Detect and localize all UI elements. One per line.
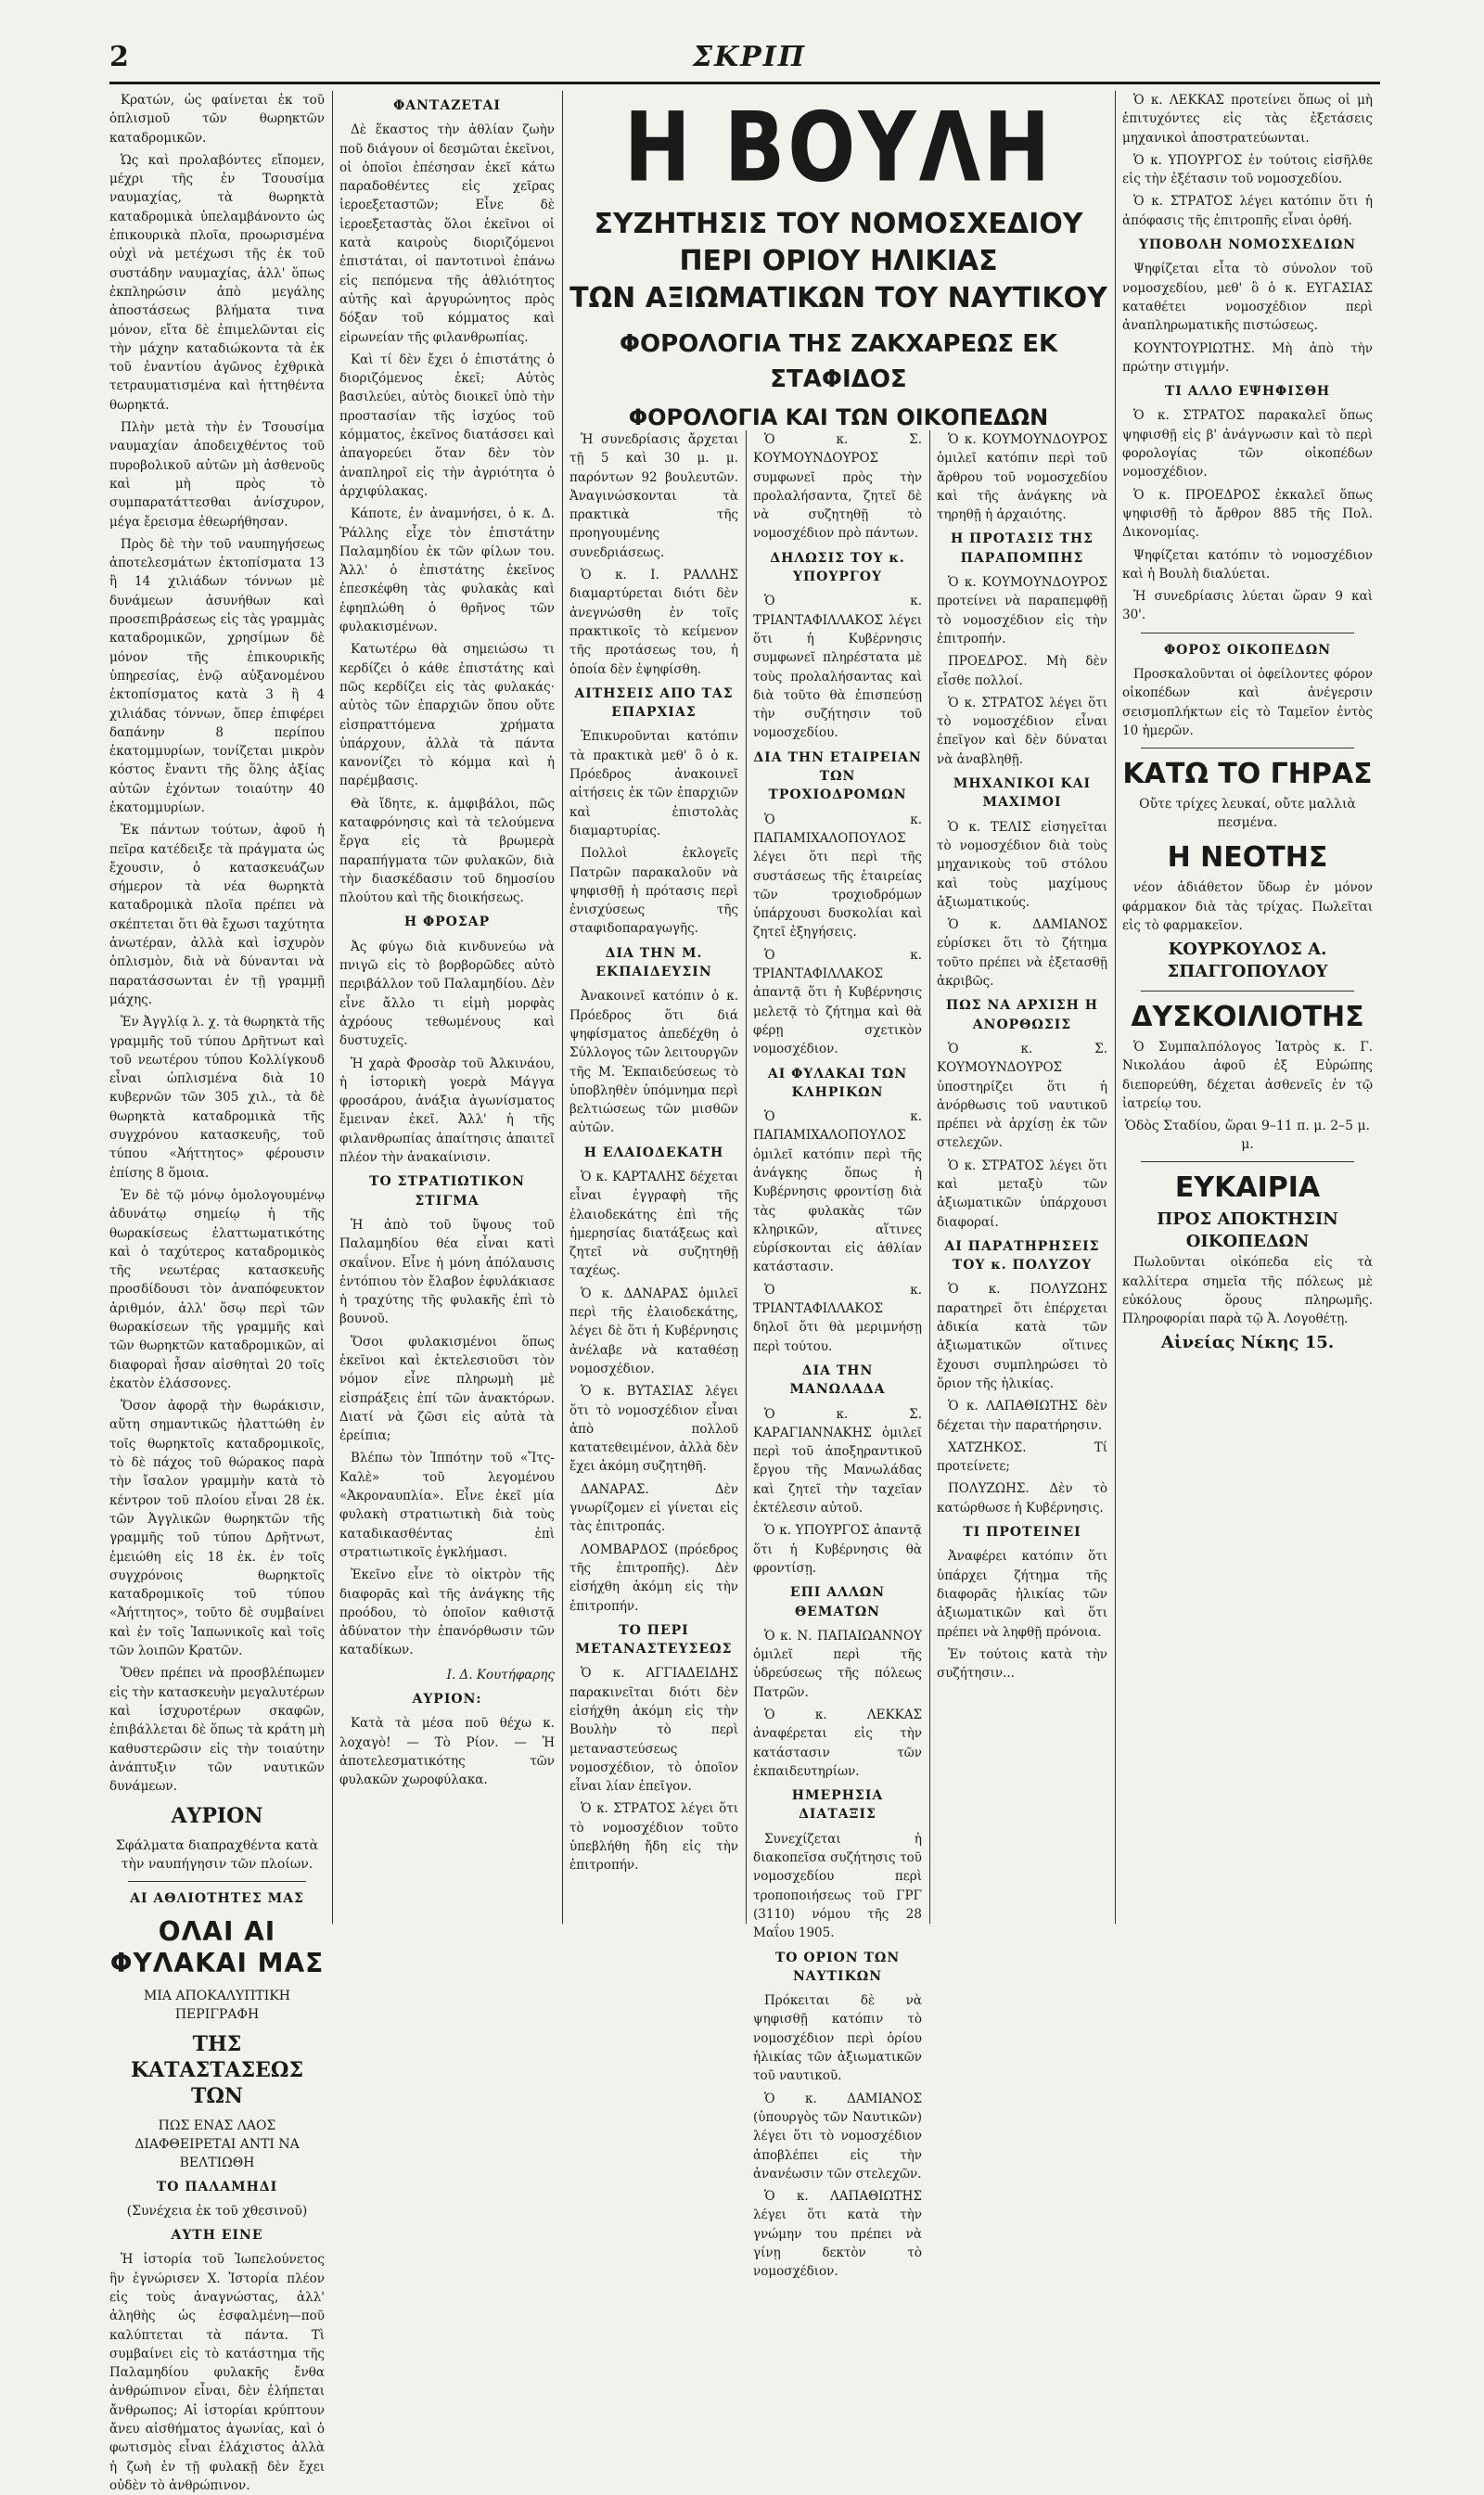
- paragraph: Συνεχίζεται ἡ διακοπεῖσα συζήτησις τοῦ νομοσχεδίου περὶ τροποποιήσεως τοῦ ΓΡΓ (3110) νόμου τῆς 28 Μαΐου 1905.: [753, 1831, 922, 1941]
- paragraph: Κατὰ τὰ μέσα ποῦ θέχω κ. λοχαγὸ! — Τὸ Ρίον. — Ἡ ἀποτελεσματικότης τῶν φυλακῶν χωροφύλακα.: [339, 1716, 555, 1788]
- paragraph: Ὁ κ. ΔΑΜΙΑΝΟΣ εὑρίσκει ὅτι τὸ ζήτημα τοῦτο πρέπει νὰ ἐξετασθῇ ἀκριβῶς.: [937, 917, 1107, 990]
- paragraph: Βλέπω τὸν Ἰππότην τοῦ «Ἴτς-Καλὲ» τοῦ λεγομένου «Ἀκροναυπλία». Εἶνε ἐκεῖ μία φυλακὴ στρατιωτικὴ διὰ τοὺς καταδικασθέντας ἐπὶ στρατιωτικοῖς ἐγκλήμασι.: [339, 1451, 555, 1560]
- paragraph: Ὁ κ. ΛΑΠΑΘΙΩΤΗΣ δὲν δέχεται τὴν παρατήρησιν.: [937, 1399, 1107, 1433]
- paragraph: Ὁ κ. ΛΑΠΑΘΙΩΤΗΣ λέγει ὅτι κατὰ τὴν γνώμην του πρέπει νὰ γίνῃ δεκτὸν τὸ νομοσχέδιον.: [753, 2189, 922, 2280]
- paragraph: Ἐκ πάντων τούτων, ἀφοῦ ἡ πεῖρα κατέδειξε τὰ πράγματα ὡς ἔχουσιν, ὁ κατασκευάζων σήμερον τὰ νέα θωρηκτὰ καταδρομικὰ πλοῖα πρέπει νὰ σκέπτεται ὅτι θὰ ἔχωσι ταχύτητα ἀνωτέραν, ἀλλὰ καὶ ἰσχυρὸν ὁπλισμὸν, διὰ νὰ δύνανται νὰ παρατάσσωνται ἐν τῇ γραμμῇ μάχης.: [109, 823, 325, 1007]
- paragraph: Ὁ κ. Ν. ΠΑΠΑΙΩΑΝΝΟΥ ὁμιλεῖ περὶ τῆς ὑδρεύσεως τῆς πόλεως Πατρῶν.: [753, 1628, 922, 1700]
- paragraph: Ἐπικυροῦνται κατόπιν τὰ πρακτικὰ μεθ' ὃ ὁ κ. Πρόεδρος ἀνακοινεῖ αἰτήσεις ἐκ τῶν ἐπαρχιῶν καὶ ἐπιστολὰς διαμαρτυρίας.: [569, 729, 738, 838]
- paragraph: Ὁ κ. ΔΑΝΑΡΑΣ ὁμιλεῖ περὶ τῆς ἐλαιοδεκάτης, λέγει δὲ ὅτι ἡ Κυβέρνησις ἀνέλαβε νὰ καταθέσῃ νομοσχέδιον.: [569, 1286, 738, 1376]
- paragraph: Ὅσον ἀφορᾷ τὴν θωράκισιν, αὕτη σημαντικῶς ἠλαττώθη ἐν τοῖς θωρηκτοῖς καταδρομικοῖς, τὸ δὲ πάχος τοῦ θώρακος παρὰ τὴν ἴσαλον γραμμὴν κατὰ τὸ κέντρον τοῦ πλοίου εἶναι 28 ἑκ. τῶν Ἀγγλικῶν θωρηκτῶν τῆς γραμμῆς τοῦ τύπου Δρῆτνωτ, ἐμειώθη εἰς 18 ἑκ. ἐν τοῖς συγχρόνοις θωρηκτοῖς καταδρομικοῖς τοῦ τύπου «Ἀήττητος», τοῦτο δὲ συμβαίνει καὶ ἐν τοῖς Ἰαπωνικοῖς καὶ τοῖς τῶν λοιπῶν Κρατῶν.: [109, 1399, 325, 1659]
- paragraph: Ἡ χαρὰ Φροσὰρ τοῦ Ἀλκινάου, ἡ ἱστορικὴ γοερὰ Μάγγα φροσάρου, ἀνάξια ἀγωνίσματος ἔμειναν ἐκεῖ. Ἀλλ' ἡ τῆς φιλανθρωπίας ἀπαίτησις ἀπαιτεῖ πλέον τὴν ἀνακαίνισιν.: [339, 1056, 555, 1166]
- paragraph: Ἡ ἀπὸ τοῦ ὕψους τοῦ Παλαμηδίου θέα εἶναι κατὶ σκαΐνον. Εἶνε ἡ μόνη ἀπόλαυσις ἐντόπιου τὸν ἔλαβον ἐφυλάκιασε ἡ τραχύτης τῆς φυλακῆς ἐπὶ τὸ βουνοῦ.: [339, 1217, 555, 1327]
- paragraph: Ὡς καὶ προλαβόντες εἴπομεν, μέχρι τῆς ἐν Τσουσίμα ναυμαχίας, τὰ θωρηκτὰ καταδρομικὰ ὑπελαμβάνοντο ὡς ἐπικουρικὰ πλοῖα, προωρισμένα οὐχὶ νὰ μετέχωσι τῆς ἐκ τοῦ συστάδην ναυμαχίας, ἀλλ' ὅπως ἐκπληρώσιν ἀπὸ μεγάλης ἀποστάσεως βλήματα τινα μόνον, εἴτα δὲ ἐπιμελῶνται εἰς τὴν μάχην καταδιώκοντα τὰ ἐκ τοῦ ἐναντίου ἀγῶνος ἐχθρικὰ τετραυματισμένα καὶ ἡττηθέντα θωρηκτά.: [109, 152, 325, 413]
- subheading: ΤΟ ΠΑΛΑΜΗΔΙ: [156, 2179, 278, 2194]
- series-heading: ΑΙ ΑΘΛΙΟΤΗΤΕΣ ΜΑΣ: [130, 1891, 304, 1907]
- ad-brand: Η ΝΕΟΤΗΣ: [1167, 841, 1328, 875]
- paragraph: Ἐν τούτοις κατὰ τὴν συζήτησιν...: [937, 1646, 1107, 1682]
- section-heading: ΔΙΑ ΤΗΝ ΜΑΝΩΛΑΔΑ: [789, 1363, 886, 1398]
- paragraph: Ὁ κ. ΛΕΚΚΑΣ ἀναφέρεται εἰς τὴν κατάστασιν τῶν ἐκπαιδευτηρίων.: [753, 1708, 922, 1779]
- subheading: ΜΙΑ ΑΠΟΚΑΛΥΠΤΙΚΗ ΠΕΡΙΓΡΑΦΗ: [144, 1988, 290, 2022]
- column-2: [339, 91, 555, 1924]
- section-heading: ΤΙ ΑΛΛΟ ΕΨΗΦΙΣΘΗ: [1164, 384, 1331, 400]
- paragraph: ΠΟΛΥΖΩΗΣ. Δὲν τὸ κατώρθωσε ἡ Κυβέρνησις.: [937, 1481, 1107, 1516]
- main-headline: Η ΒΟΥΛΗ: [623, 92, 1054, 204]
- section-heading: Η ΦΡΟΣΑΡ: [403, 915, 491, 930]
- headline-line: ΤΩΝ ΑΞΙΩΜΑΤΙΚΩΝ ΤΟΥ ΝΑΥΤΙΚΟΥ: [569, 282, 1107, 314]
- column-5: [937, 430, 1107, 1924]
- paragraph: Ὁ κ. ΥΠΟΥΡΓΟΣ ἐν τούτοις εἰσῆλθε εἰς τὴν ἐξέτασιν τοῦ νομοσχεδίου.: [1122, 152, 1373, 187]
- paragraph: Ἐν δὲ τῷ μόνῳ ὁμολογουμένῳ ἀδυνάτῳ σημείῳ ἡ τῆς θωρακίσεως ἐλαττωματικότης καὶ ὁ ταχύτερος καταδρομικὸς τῆς νεωτέρας κατασκευῆς προσδίδουσι τὸν ἀναπόφευκτον ἀριθμόν, ἀλλ' ὅσῳ περὶ τῶν θωρακίσεων τῆς γραμμῆς καὶ τῶν θωρηκτῶν καταδρομικῶν, αἱ διαφοραὶ ἦσαν αἰσθηταὶ 20 τοῖς ἑκατὸν ἐλάσσονες.: [109, 1187, 325, 1391]
- section-heading: ΑΙ ΦΥΛΑΚΑΙ ΤΩΝ ΚΛΗΡΙΚΩΝ: [767, 1066, 908, 1100]
- section-heading: ΕΠΙ ΑΛΛΩΝ ΘΕΜΑΤΩΝ: [789, 1585, 886, 1619]
- divider: [128, 1881, 306, 1882]
- paragraph: Ὁ κ. Σ. ΚΑΡΑΓΙΑΝΝΑΚΗΣ ὁμιλεῖ περὶ τοῦ ἀποξηραντικοῦ ἔργου τῆς Μανωλάδας καὶ ζητεῖ τὴν ταχεῖαν ἐκτέλεσιν αὐτοῦ.: [753, 1406, 922, 1516]
- subheading: ΤΗΣ ΚΑΤΑΣΤΑΣΕΩΣ ΤΩΝ: [130, 2031, 304, 2108]
- paragraph: Ὁ κ. Ι. ΡΑΛΛΗΣ διαμαρτύρεται διότι δὲν ἀνεγνώσθη ἐν τοῖς πρακτικοῖς τὸ κείμενον τῆς προτάσεως του, ἡ ὁποία δὲν ἐψηφίσθη.: [569, 568, 738, 677]
- newspaper-page: [109, 41, 1380, 2493]
- section-heading: ΤΙ ΠΡΟΤΕΙΝΕΙ: [963, 1525, 1081, 1541]
- paragraph: Ὁ κ. ΚΑΡΤΑΛΗΣ δέχεται εἶναι ἐγγραφὴ τῆς ἐλαιοδεκάτης ἐπὶ τῆς ἡμερησίας διατάξεως καὶ ζητεῖ νὰ συζητηθῇ ταχέως.: [569, 1169, 738, 1279]
- paragraph: Πολλοὶ ἐκλογεῖς Πατρῶν παρακαλοῦν νὰ ψηφισθῇ ἡ πρότασις περὶ ἐνισχύσεως τῆς σταφιδοπαραγωγῆς.: [569, 846, 738, 937]
- divider: [1141, 991, 1354, 992]
- ad-contact: ΚΟΥΡΚΟΥΛΟΣ Α. ΣΠΑΓΓΟΠΟΥΛΟΥ: [1167, 940, 1328, 982]
- section-heading: Η ΠΡΟΤΑΣΙΣ ΤΗΣ ΠΑΡΑΠΟΜΠΗΣ: [950, 531, 1094, 566]
- subheading: ΑΥΤΗ ΕΙΝΕ: [171, 2228, 263, 2244]
- section-heading: ΑΙΤΗΣΕΙΣ ΑΠΟ ΤΑΣ ΕΠΑΡΧΙΑΣ: [574, 685, 734, 721]
- column-rule: [746, 430, 747, 1924]
- paragraph: Ὅσοι φυλακισμένοι ὅπως ἐκεῖνοι καὶ ἐκτελεσιοῦσι τὸν νόμον εἶνε πληρωμὴ μὲ εἰσπράξεις ἐπί τῶν ἀνακτόρων. Διατί νὰ ζῶσι εἰς αὐτὰ τὰ ἐρείπια;: [339, 1334, 555, 1444]
- paragraph: Ὁ κ. ΚΟΥΜΟΥΝΔΟΥΡΟΣ ὁμιλεῖ κατόπιν περὶ τοῦ ἄρθρου τοῦ νομοσχεδίου καὶ τῆς ἀνάγκης νὰ τηρηθῇ ἡ ἀρχαιότης.: [937, 432, 1107, 523]
- section-heading: ΑΥΡΙΟΝ:: [412, 1692, 482, 1708]
- paragraph: Ψηφίζεται εἶτα τὸ σύνολον τοῦ νομοσχεδίου, μεθ' ὃ ὁ κ. ΕΥΓΑΣΙΑΣ καταθέτει νομοσχέδιον περὶ ἀναπληρωματικῆς πιστώσεως.: [1122, 262, 1373, 334]
- paragraph: Ὁ κ. ΠΡΟΕΔΡΟΣ ἐκκαλεῖ ὅπως ψηφισθῇ τὸ ἄρθρον 885 τῆς Πολ. Δικονομίας.: [1122, 487, 1373, 541]
- column-6: [1122, 91, 1373, 1924]
- paragraph: Ὁ κ. ΔΑΜΙΑΝΟΣ (ὑπουργὸς τῶν Ναυτικῶν) λέγει ὅτι τὸ νομοσχέδιον ἀποβλέπει εἰς τὴν ἀνανέωσιν τῶν στελεχῶν.: [753, 2091, 922, 2182]
- author-signature: Ι. Δ. Κουτήφαρης: [446, 1667, 555, 1683]
- section-heading: ΑΙ ΠΑΡΑΤΗΡΗΣΕΙΣ ΤΟΥ κ. ΠΟΛΥΖΟΥ: [944, 1238, 1100, 1273]
- paragraph: Ἐν Ἀγγλίᾳ λ. χ. τὰ θωρηκτὰ τῆς γραμμῆς τοῦ τύπου Δρῆτνωτ καὶ τοῦ νεωτέρου τύπου Κολλίγκουδ εἶναι ὡπλισμένα διὰ 10 κυβερνῶν τῶν 305 χιλ., τὰ δὲ θωρηκτὰ καταδρομικὰ τῆς συγχρόνου κατασκευῆς, τοῦ τύπου «Ἀήττητος» φέρουσιν ἐπίσης 8 ὅμοια.: [109, 1015, 325, 1181]
- paragraph: Ἀς φύγω διὰ κινδυνεύω νὰ πνιγῶ εἰς τὸ βορβορῶδες αὐτὸ περιβάλλον τοῦ Παλαμηδίου. Δὲν εἶνε ἄλλο τι εἰμὴ μορφὰς ἀχρόους τεθωμένους καὶ δυστυχεῖς.: [339, 939, 555, 1049]
- paragraph: Δὲ ἕκαστος τὴν ἀθλίαν ζωὴν ποῦ διάγουν οἱ δεσμῶται ἐκεῖνοι, οἱ ὁποῖοι ἐπέσησαν ἐκεῖ κάτω παραδοθέντες εἰς χεῖρας ἱεροεξεταστῶν; Εἶνε δὲ ἱεροεξεταστὰς ὅλοι ἐκεῖνοι οἱ κατὰ καιροὺς διοριζόμενοι ἐπιστάται, οἱ παντοτινοὶ ἐπάνω εἰς πεπόμενα τῆς ἀθλιότητος αὐτῆς καὶ ἀργυρώνητος πρὸς δόξαν τοῦ κόμματος καὶ εἰρωνείαν τῆς φιλανθρωπίας.: [339, 122, 555, 345]
- column-4: [753, 430, 922, 2280]
- paragraph: Ψηφίζεται κατόπιν τὸ νομοσχέδιον καὶ ἡ Βουλὴ διαλύεται.: [1122, 547, 1373, 582]
- paragraph: Ὁ κ. Σ. ΚΟΥΜΟΥΝΔΟΥΡΟΣ συμφωνεῖ πρὸς τὴν προλαλήσαντα, ζητεῖ δὲ νὰ συζητηθῇ τὸ νομοσχέδιον πρὸ πάντων.: [753, 432, 922, 542]
- column-rule: [332, 91, 333, 1924]
- ad-headline: ΕΥΚΑΙΡΙΑ: [1174, 1171, 1321, 1205]
- ad-text: νέον ἀδιάθετον ὕδωρ ἐν μόνον φάρμακον διὰ τὰς τρίχας. Πωλεῖται εἰς τὸ φαρμακεῖον.: [1122, 880, 1373, 933]
- section-heading: ΦΟΡΟΣ ΟΙΚΟΠΕΔΩΝ: [1163, 642, 1331, 658]
- section-heading: ΔΗΛΩΣΙΣ ΤΟΥ κ. ΥΠΟΥΡΓΟΥ: [770, 550, 905, 585]
- paragraph: Κατωτέρω θὰ σημειώσω τι κερδίζει ὁ κάθε ἐπιστάτης καὶ πῶς κερδίζει εἰς τὰς φυλακάς· αὐτὸς τῶν ἐπαρχιῶν ὅπου οὔτε εἰσπραττόμενα χρήματα ὑπάρχουν, ἀλλὰ τὰ πάντα κανονίζει τὸ κόμμα καὶ ἡ παρέμβασις.: [339, 642, 555, 789]
- page-number: 2: [109, 41, 129, 73]
- paragraph: Ὁ κ. ΣΤΡΑΤΟΣ παρακαλεῖ ὅπως ψηφισθῇ εἰς β' ἀνάγνωσιν καὶ τὸ περὶ φορολογίας τῶν οἰκοπέδων νομοσχέδιον.: [1122, 408, 1373, 480]
- headline-line: ΦΟΡΟΛΟΓΙΑ ΚΑΙ ΤΩΝ ΟΙΚΟΠΕΔΩΝ: [628, 404, 1049, 430]
- subheading: (Συνέχεια ἐκ τοῦ χθεσινοῦ): [126, 2204, 308, 2220]
- paragraph: Ὁ κ. ΠΑΠΑΜΙΧΑΛΟΠΟΥΛΟΣ ὁμιλεῖ κατόπιν περὶ τῆς ἀνάγκης ὅπως ἡ Κυβέρνησις φροντίσῃ διὰ τὰς φυλακὰς τῶν κληρικῶν, αἵτινες εὑρίσκονται εἰς ἀθλίαν κατάστασιν.: [753, 1109, 922, 1275]
- main-headline-block: [569, 92, 1107, 434]
- paragraph: Ὁ κ. ΥΠΟΥΡΓΟΣ ἀπαντᾷ ὅτι ἡ Κυβέρνησις θὰ φροντίσῃ.: [753, 1523, 922, 1576]
- paragraph: Πλὴν μετὰ τὴν ἐν Τσουσίμα ναυμαχίαν ἀποδειχθέντος τοῦ πυροβολικοῦ αὐτῶν μὴ ἀσθενοῦς καὶ μὴ πρὸς τὸ συμπαρατάττεσθαι ἀνίσχυρον, μέγα ἔρεισμα ἐθεωρήθησαν.: [109, 420, 325, 530]
- ad-text: Πωλοῦνται οἰκόπεδα εἰς τὰ καλλίτερα σημεῖα τῆς πόλεως μὲ εὐκόλους ὅρους πληρωμῆς. Πληροφορίαι παρὰ τῷ Ἀ. Λογοθέτῃ.: [1122, 1255, 1373, 1327]
- paragraph: Ὁ κ. ΤΕΛΙΣ εἰσηγεῖται τὸ νομοσχέδιον διὰ τοὺς μηχανικοὺς τοῦ στόλου καὶ τοὺς μαχίμους ἀξιωματικούς.: [937, 819, 1107, 910]
- column-rule: [929, 430, 930, 1924]
- paragraph: Ὁ κ. ΣΤΡΑΤΟΣ λέγει ὅτι τὸ νομοσχέδιον τοῦτο ὑπεβλήθη ἤδη εἰς τὴν ἐπιτροπήν.: [569, 1801, 738, 1874]
- paragraph: ΧΑΤΖΗΚΟΣ. Τί προτείνετε;: [937, 1439, 1107, 1475]
- column-rule: [1115, 91, 1116, 1924]
- headline: ΟΛΑΙ ΑΙ ΦΥΛΑΚΑΙ ΜΑΣ: [109, 1915, 325, 1978]
- paragraph: Κάποτε, ἐν ἀναμνήσει, ὁ κ. Δ. Ῥάλλης εἶχε τὸν ἐπιστάτην Παλαμηδίου ἐκ τῶν φίλων του. Ἀλλ' ὁ ἐπιστάτης ἐκεῖνος ἐπεσκέφθη τὰς φυλακὰς καὶ ἐφηπλώθη ὁ θρῆνος τῶν φυλακισμένων.: [339, 506, 555, 635]
- paragraph: Προσκαλοῦνται οἱ ὀφείλοντες φόρον οἰκοπέδων καὶ ἀνέγερσιν σεισμοπλήκτων εἰς τὸ Ταμεῖον ἐντὸς 10 ἡμερῶν.: [1122, 667, 1373, 738]
- paragraph: Ὁ κ. ΤΡΙΑΝΤΑΦΙΛΛΑΚΟΣ δηλοῖ ὅτι θὰ μεριμνήσῃ περὶ τούτου.: [753, 1282, 922, 1354]
- paragraph: Ἡ συνεδρίασις ἄρχεται τῇ 5 καὶ 30 μ. μ. παρόντων 92 βουλευτῶν. Ἀναγινώσκονται τὰ πρακτικὰ τῆς προηγουμένης συνεδριάσεως.: [569, 432, 738, 560]
- section-heading: ΤΟ ΠΕΡΙ ΜΕΤΑΝΑΣΤΕΥΣΕΩΣ: [575, 1622, 733, 1657]
- paragraph: ΛΟΜΒΑΡΔΟΣ (πρόεδρος τῆς ἐπιτροπῆς). Δὲν εἰσήχθη ἀκόμη εἰς τὴν ἐπιτροπήν.: [569, 1542, 738, 1614]
- paragraph: Ἀναφέρει κατόπιν ὅτι ὑπάρχει ζήτημα τῆς διαφορᾶς ἡλικίας τῶν ἀξιωματικῶν καὶ ὅτι πρέπει νὰ ληφθῇ πρόνοια.: [937, 1549, 1107, 1640]
- paragraph: Ὁ κ. ΠΟΛΥΖΩΗΣ παρατηρεῖ ὅτι ἐπέρχεται ἀδικία κατὰ τῶν ἀξιωματικῶν οἵτινες ἔχουσι συμπληρώσει τὸ ὅριον τῆς ἡλικίας.: [937, 1282, 1107, 1391]
- section-heading: ΔΙΑ ΤΗΝ Μ. ΕΚΠΑΙΔΕΥΣΙΝ: [595, 945, 712, 980]
- headline-line: ΣΥΖΗΤΗΣΙΣ ΤΟΥ ΝΟΜΟΣΧΕΔΙΟΥ ΠΕΡΙ ΟΡΙΟΥ ΗΛΙΚΙΑΣ: [594, 208, 1083, 277]
- paragraph: Ἡ ἱστορία τοῦ Ἰωπελούνετος ἣν ἐγνώρισεν Χ. Ἰστορία πλέον εἰς τοὺς ἀναγνώστας, ἀλλ' ἀληθὴς ὡς ἐσφαλμένη—ποῦ καλύπτεται τὰ πάντα. Τὶ συμβαίνει εἰς τὸ κατάστημα τῆς Παλαμηδίου φυλακῆς ἔνθα ἀνθρώπινον εἶναι, δὲν ἐλήπεται ἄνθρωπος; Αἱ ἱστορίαι κρύπτουν ἄνευ αἰσθήματος ἀγωνίας, καὶ ὁ φωτισμὸς εἶναι ἐλάχιστος ἀλλὰ ἡ ζωὴ ἐν τῇ φυλακῇ δὲν ἔχει οὐδὲν τὸ ἀνθρώπινον.: [109, 2252, 325, 2493]
- section-heading: ΥΠΟΒΟΛΗ ΝΟΜΟΣΧΕΔΙΩΝ: [1138, 237, 1357, 253]
- column-rule: [562, 91, 563, 1924]
- paragraph: Θὰ ἴδητε, κ. ἀμφιβάλοι, πῶς καταφρόνησις καὶ τὰ τελούμενα ἔργα εἰς τὰ βρωμερὰ παραπήγματα τῶν φυλακῶν, διὰ τὴν διασκέδασιν τοῦ δημοσίου πλούτου καὶ τῆς διοικήσεως.: [339, 796, 555, 906]
- paragraph: Πρόκειται δὲ νὰ ψηφισθῇ κατόπιν τὸ νομοσχέδιον περὶ ὁρίου ἡλικίας τῶν ἀξιωματικῶν τοῦ ναυτικοῦ.: [753, 1993, 922, 2084]
- headline-line: ΦΟΡΟΛΟΓΙΑ ΤΗΣ ΖΑΚΧΑΡΕΩΣ ΕΚ ΣΤΑΦΙΔΟΣ: [619, 330, 1058, 393]
- ad-subheading: Οὔτε τρίχες λευκαί, οὔτε μαλλιὰ πεσμένα.: [1139, 797, 1356, 831]
- paragraph: Ὅθεν πρέπει νὰ προσβλέπωμεν εἰς τὴν κατασκευὴν μεγαλυτέρων καὶ ἰσχυροτέρων σκαφῶν, ἐπιβάλλεται δὲ ὅπως τὰ κράτη μὴ καθυστερῶσιν εἰς τὴν τοιαύτην ἀνάπτυξιν τῶν ναυτικῶν δυνάμεων.: [109, 1666, 325, 1795]
- ad-contact: Ὁδὸς Σταδίου, ὥραι 9–11 π. μ. 2–5 μ. μ.: [1124, 1119, 1371, 1153]
- ad-subheading: ΠΡΟΣ ΑΠΟΚΤΗΣΙΝ ΟΙΚΟΠΕΔΩΝ: [1157, 1209, 1338, 1252]
- section-heading: ΤΟ ΟΡΙΟΝ ΤΩΝ ΝΑΥΤΙΚΩΝ: [774, 1950, 901, 1984]
- section-heading: ΑΥΡΙΟΝ: [171, 1804, 263, 1829]
- subheading: Σφάλματα διαπραχθέντα κατὰ τὴν ναυπήγησιν τῶν πλοίων.: [115, 1838, 319, 1873]
- paragraph: Ὁ κ. ΤΡΙΑΝΤΑΦΙΛΛΑΚΟΣ ἀπαντᾷ ὅτι ἡ Κυβέρνησις μελετᾷ τὸ ζήτημα καὶ θὰ φέρῃ σχετικὸν νομοσχέδιον.: [753, 947, 922, 1057]
- newspaper-name: ΣΚΡΙΠ: [692, 41, 807, 73]
- paragraph: Κρατών, ὡς φαίνεται ἐκ τοῦ ὁπλισμοῦ τῶν θωρηκτῶν καταδρομικῶν.: [109, 93, 325, 146]
- paragraph: Ὁ κ. ΣΤΡΑΤΟΣ λέγει κατόπιν ὅτι ἡ ἀπόφασις τῆς ἐπιτροπῆς εἶναι ὀρθή.: [1122, 194, 1373, 228]
- section-heading: ΗΜΕΡΗΣΙΑ ΔΙΑΤΑΞΙΣ: [791, 1788, 884, 1823]
- ad-contact: Αἰνείας Νίκης 15.: [1160, 1333, 1335, 1353]
- section-heading: ΦΑΝΤΑΖΕΤΑΙ: [393, 98, 501, 113]
- ad-headline: ΚΑΤΩ ΤΟ ΓΗΡΑΣ: [1122, 758, 1373, 791]
- ad-headline: ΔΥΣΚΟΙΛΙΟΤΗΣ: [1131, 1001, 1364, 1034]
- header-rule: [109, 82, 1380, 84]
- paragraph: Ὁ κ. ΛΕΚΚΑΣ προτείνει ὅπως οἱ μὴ ἐπιτυχόντες εἰς τὰς ἐξετάσεις μηχανικοὶ ἀποστρατεύωνται.: [1122, 93, 1373, 146]
- paragraph: Ἡ συνεδρίασις λύεται ὥραν 9 καὶ 30'.: [1122, 589, 1373, 623]
- paragraph: Ὁ κ. ΣΤΡΑΤΟΣ λέγει ὅτι τὸ νομοσχέδιον εἶναι ἐπεῖγον καὶ δὲν δύναται νὰ ἀναβληθῇ.: [937, 695, 1107, 767]
- ad-text: Ὁ Συμπαλπόλογος Ἰατρὸς κ. Γ. Νικολάου ἀφοῦ ἐξ Εὐρώπης διεπορεύθη, δέχεται ἀσθενεῖς ἐν τῷ ἰατρείῳ του.: [1122, 1040, 1373, 1111]
- section-heading: ΔΙΑ ΤΗΝ ΕΤΑΙΡΕΙΑΝ ΤΩΝ ΤΡΟΧΙΟΔΡΟΜΩΝ: [753, 749, 922, 803]
- paragraph: Ὁ κ. ΣΤΡΑΤΟΣ λέγει ὅτι καὶ μεταξὺ τῶν ἀξιωματικῶν ὑπάρχουσι διαφοραί.: [937, 1158, 1107, 1230]
- paragraph: Πρὸς δὲ τὴν τοῦ ναυπηγήσεως ἀποτελεσμάτων ἐκτοπίσματα 13 ἢ 14 χιλιάδων τόννων μὲ δυνάμεων ἀσυνήθων καὶ προσεπιβράσεως εἰς τὰς γραμμὰς καταδρομικῶν, χρησίμων δὲ μόνον τῆς ἐπικουρικῆς ὑπηρεσίας, ἐνῷ αὐξανομένου ἐκτοπίσματος κατὰ 3 ἢ 4 χιλιάδας τόννων, ὅπερ ἐπιφέρει δαπάνην 8 περίπου ἑκατομμυρίων, τονίζεται μικρὸν κόστος ἔναντι τῆς ὅλης ἀξίας αὐτῶν ἐχόντων τοιαύτην 40 ἑκατομμυρίων.: [109, 536, 325, 815]
- paragraph: Ὁ κ. ΠΑΠΑΜΙΧΑΛΟΠΟΥΛΟΣ λέγει ὅτι περὶ τῆς συστάσεως τῆς ἑταιρείας τῶν τροχιοδρόμων ὑπάρχουσι δυσκολίαι καὶ ζητεῖ ἐξηγήσεις.: [753, 812, 922, 940]
- section-heading: ΠΩΣ ΝΑ ΑΡΧΙΣΗ Η ΑΝΟΡΘΩΣΙΣ: [945, 998, 1099, 1032]
- paragraph: Ὁ κ. ΒΥΤΑΣΙΑΣ λέγει ὅτι τὸ νομοσχέδιον εἶναι ἀπὸ πολλοῦ κατατεθειμένον, ἀλλὰ δὲν ἔχει ἀκόμη συζητηθῆ.: [569, 1384, 738, 1475]
- paragraph: Ἐκεῖνο εἶνε τὸ οἰκτρὸν τῆς διαφορᾶς καὶ τῆς ἀνάγκης τῆς προόδου, τὸ ὁποῖον καθιστᾷ ἀδύνατον τὴν ἐπανόρθωσιν τῶν καταδίκων.: [339, 1567, 555, 1658]
- paragraph: Ὁ κ. ΑΓΓΙΑΔΕΙΔΗΣ παρακινεῖται διότι δὲν εἰσήχθη ἀκόμη εἰς τὴν Βουλὴν τὸ περὶ μεταναστεύσεως νομοσχέδιον, τὸ ὁποῖον εἶναι λίαν ἐπεῖγον.: [569, 1666, 738, 1795]
- paragraph: Ἀνακοινεῖ κατόπιν ὁ κ. Πρόεδρος ὅτι διά ψηφίσματος ἀπεδέχθη ὁ Σύλλογος τῶν λειτουργῶν τῆς Μ. Ἐκπαιδεύσεως τὸ ὑποβληθὲν ὑπόμνημα περὶ βελτιώσεως τῶν μισθῶν αὐτῶν.: [569, 989, 738, 1136]
- paragraph: Καὶ τί δὲν ἔχει ὁ ἐπιστάτης ὁ διοριζόμενος ἐκεῖ; Αὐτὸς βασιλεύει, αὐτὸς διοικεῖ ὑπὸ τὴν προστασίαν τῆς ἰσχύος τοῦ κόμματος, ἐκεῖνος διατάσσει καὶ ἀπαγορεύει ὅταν δὲν τὸν ἀναπληροῖ εἰς τὴν ἀγριότητα ὁ ἀρχιφύλακας.: [339, 352, 555, 499]
- divider: [1141, 1161, 1354, 1162]
- column-1: [109, 91, 325, 2493]
- paragraph: Ὁ κ. ΤΡΙΑΝΤΑΦΙΛΛΑΚΟΣ λέγει ὅτι ἡ Κυβέρνησις συμφωνεῖ πληρέστατα μὲ τοὺς προλαλήσαντας καὶ διὰ τοῦτο θὰ ἐπισπεύσῃ τὴν συζήτησιν τοῦ νομοσχεδίου.: [753, 594, 922, 741]
- section-heading: Η ΕΛΑΙΟΔΕΚΑΤΗ: [583, 1145, 724, 1160]
- paragraph: ΠΡΟΕΔΡΟΣ. Μὴ δὲν εἶσθε πολλοί.: [937, 654, 1107, 688]
- paragraph: ΚΟΥΝΤΟΥΡΙΩΤΗΣ. Μὴ ἀπὸ τὴν πρώτην στιγμήν.: [1122, 340, 1373, 375]
- paragraph: Ὁ κ. Σ. ΚΟΥΜΟΥΝΔΟΥΡΟΣ ὑποστηρίζει ὅτι ἡ ἀνόρθωσις τοῦ ναυτικοῦ πρέπει νὰ ἀρχίσῃ ἐκ τῶν στελεχῶν.: [937, 1041, 1107, 1151]
- column-3: [569, 430, 738, 1924]
- paragraph: Ὁ κ. ΚΟΥΜΟΥΝΔΟΥΡΟΣ προτείνει νὰ παραπεμφθῇ τὸ νομοσχέδιον εἰς τὴν ἐπιτροπήν.: [937, 575, 1107, 646]
- paragraph: ΔΑΝΑΡΑΣ. Δὲν γνωρίζομεν εἰ γίνεται εἰς τὰς ἐπιτροπάς.: [569, 1481, 738, 1535]
- section-heading: ΤΟ ΣΤΡΑΤΙΩΤΙΚΟΝ ΣΤΙΓΜΑ: [369, 1174, 525, 1209]
- section-heading: ΜΗΧΑΝΙΚΟΙ ΚΑΙ ΜΑΧΙΜΟΙ: [953, 776, 1092, 811]
- subheading: ΠΩΣ ΕΝΑΣ ΛΑΟΣ ΔΙΑΦΘΕΙΡΕΤΑΙ ΑΝΤΙ ΝΑ ΒΕΛΤΙΩΘΗ: [134, 2118, 300, 2170]
